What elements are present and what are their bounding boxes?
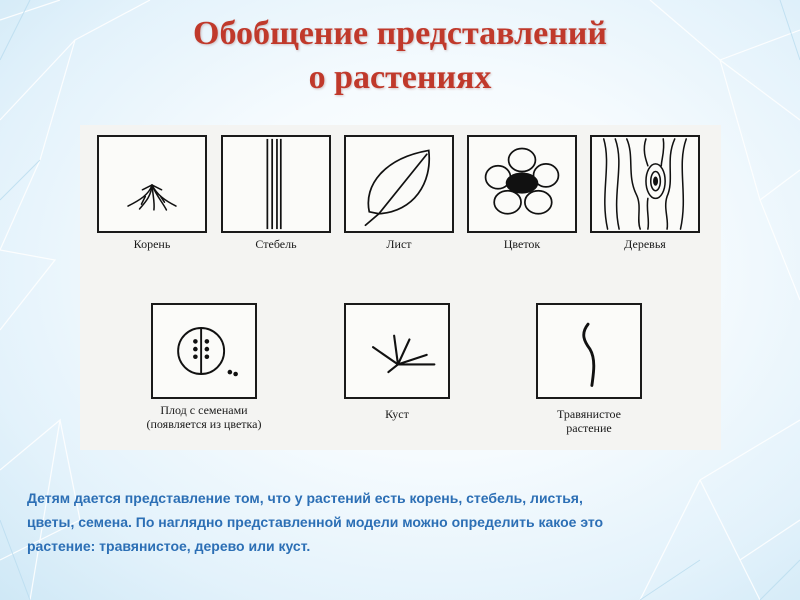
description-text [27, 486, 777, 558]
leaf-caption: Лист [386, 237, 412, 251]
fruit-tile [151, 303, 257, 399]
fruit-caption-line-1: Плод с семенами [160, 403, 248, 417]
description-line-2: цветы, семена. По наглядно представленной модели можно определить какое это [27, 514, 604, 530]
fruit-caption [116, 403, 292, 431]
bush-icon [346, 305, 448, 397]
stem-icon [223, 137, 329, 231]
stem-tile [221, 135, 331, 233]
herb-caption-line-2: растение [566, 421, 612, 435]
slide-title [0, 12, 800, 100]
description-line-3: растение: травянистое, дерево или куст. [27, 538, 311, 554]
title-line-2: о растениях [308, 59, 492, 96]
fruit-caption-line-2: (появляется из цветка) [146, 417, 262, 431]
leaf-tile [344, 135, 454, 233]
flower-caption: Цветок [503, 237, 541, 251]
flower-tile [467, 135, 577, 233]
herbaceous-plant-icon [538, 305, 640, 397]
herb-caption-line-1: Травянистое [557, 407, 621, 421]
description-line-1: Детям дается представление том, что у растений есть корень, стебель, листья, [27, 490, 583, 506]
root-icon [99, 137, 205, 231]
bush-caption: Куст [385, 407, 409, 421]
tree-caption: Деревья [624, 237, 666, 251]
herb-tile [536, 303, 642, 399]
title-line-1: Обобщение представлений [193, 15, 607, 52]
bush-tile [344, 303, 450, 399]
stem-caption: Стебель [255, 237, 297, 251]
tree-tile [590, 135, 700, 233]
herb-caption [526, 407, 652, 435]
fruit-with-seeds-icon [153, 305, 255, 397]
root-tile [97, 135, 207, 233]
tree-bark-icon [592, 137, 698, 231]
root-caption: Корень [133, 237, 171, 251]
plant-model-figure [80, 125, 721, 450]
flower-icon [469, 137, 575, 231]
leaf-icon [346, 137, 452, 231]
